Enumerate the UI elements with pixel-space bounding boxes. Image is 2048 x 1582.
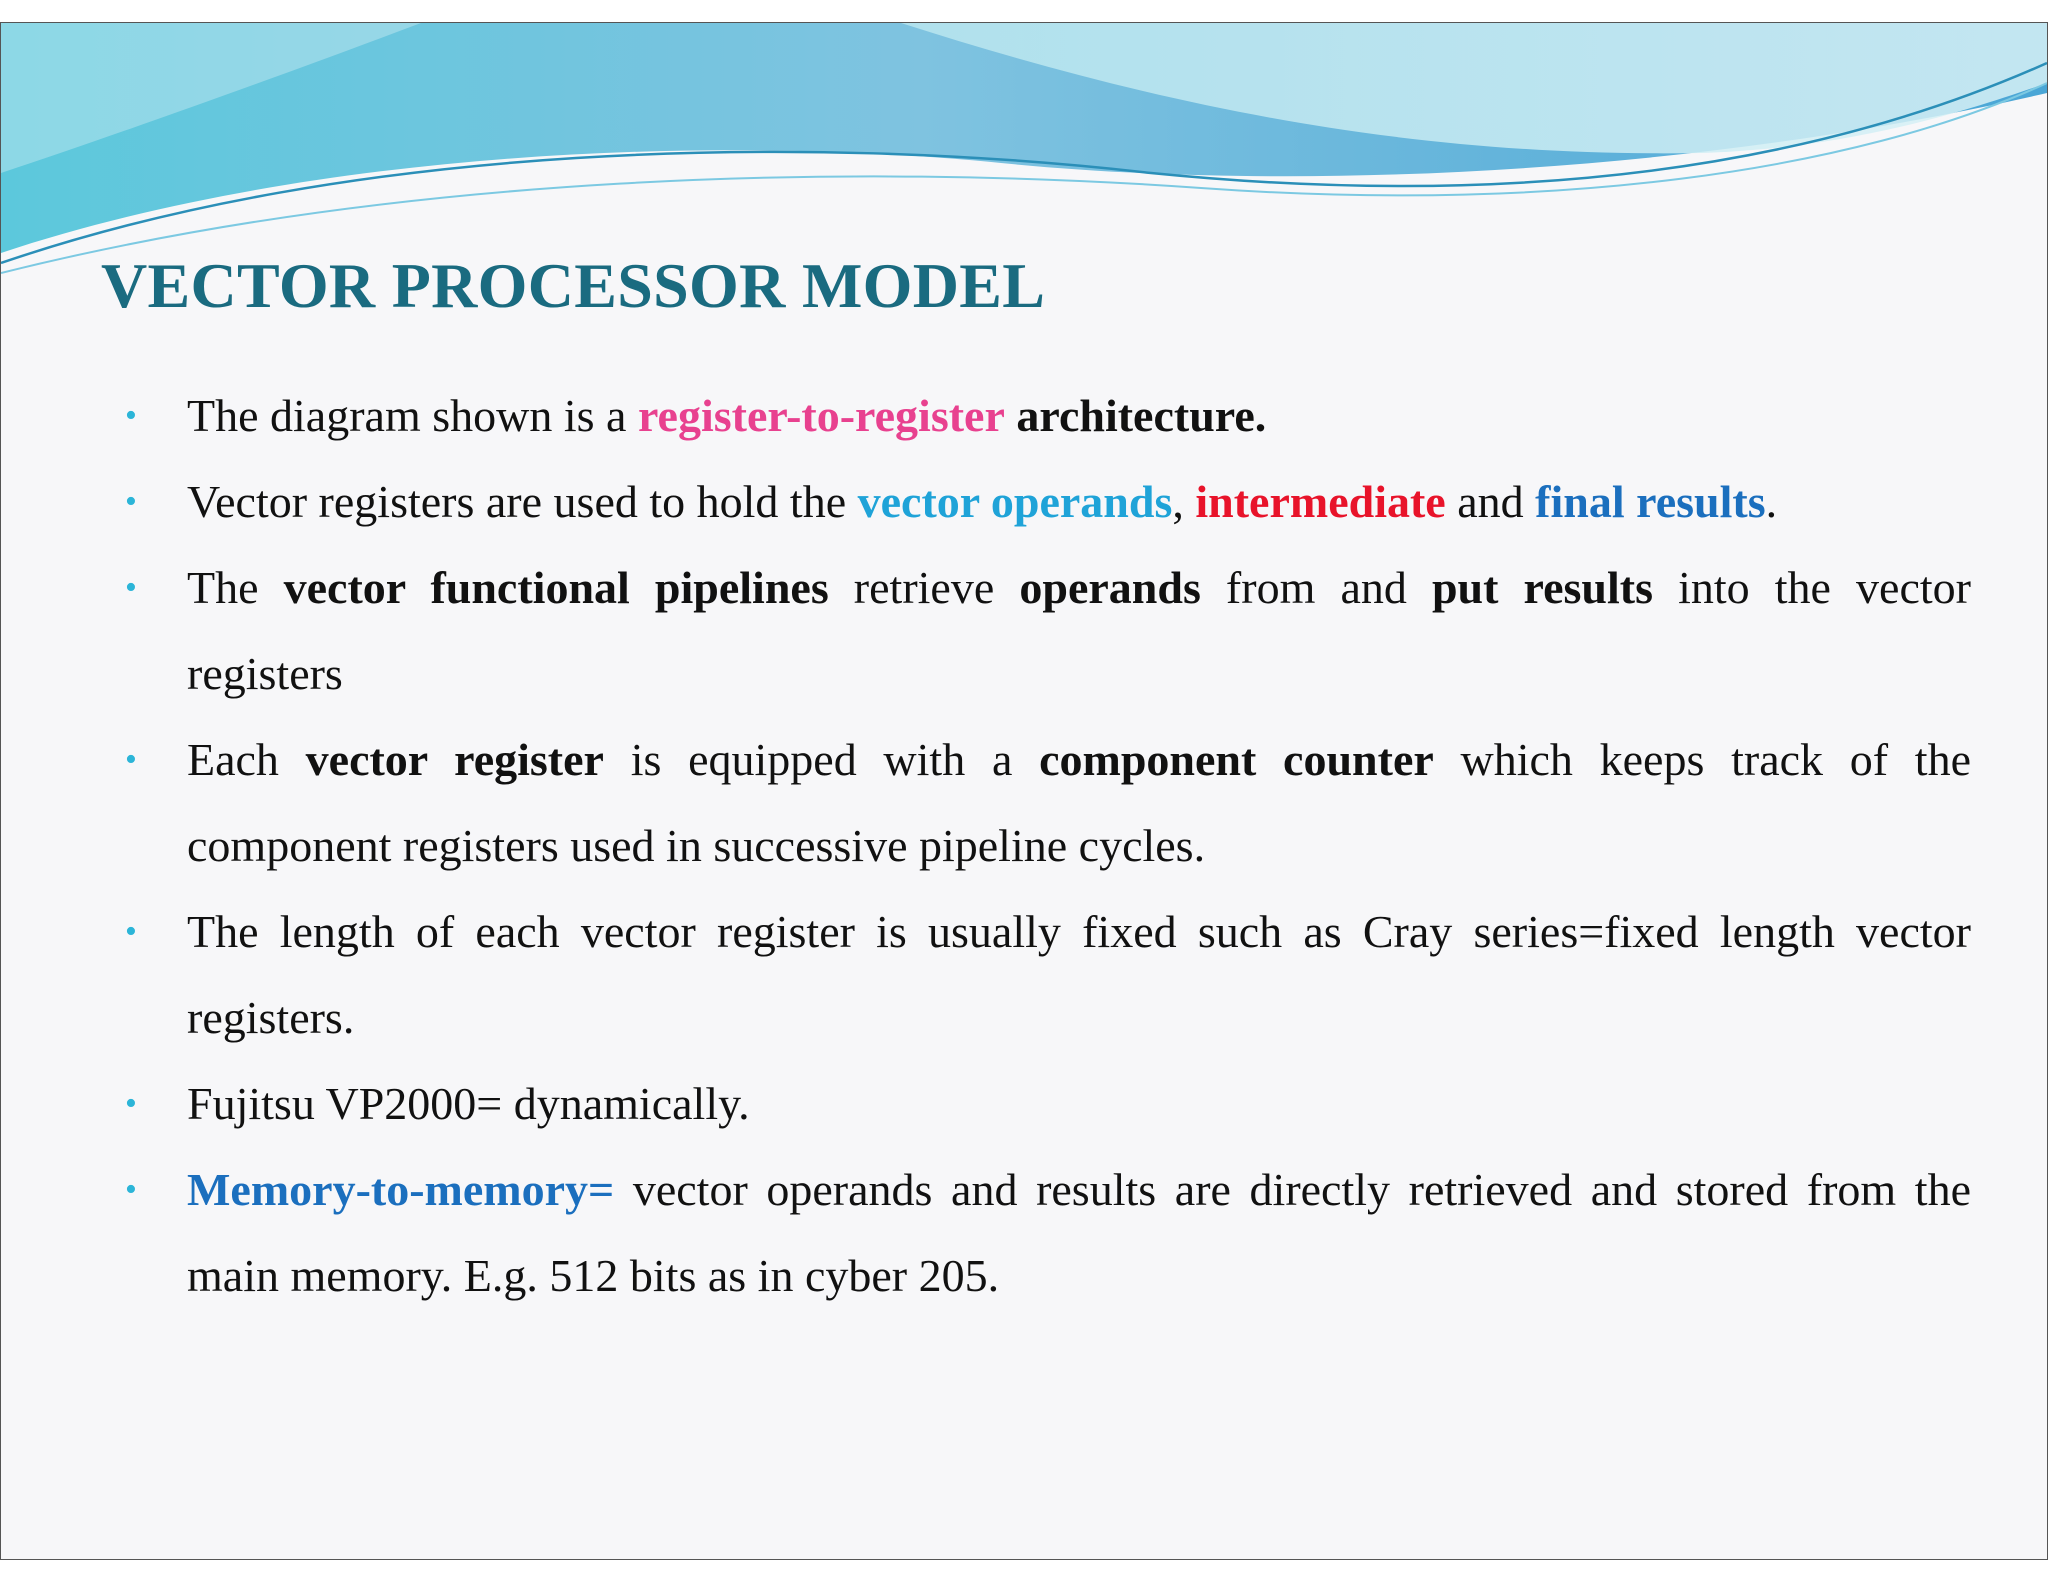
bullet-text-segment: put results: [1431, 562, 1654, 613]
bullet-text-segment: retrieve: [828, 562, 1020, 613]
bullet-dot-icon: •: [125, 1171, 137, 1208]
bullet-text-segment: final results: [1535, 476, 1766, 527]
bullet-text-segment: from and: [1200, 562, 1432, 613]
bullet-dot-icon: •: [125, 569, 137, 606]
bullet-text-segment: [1005, 390, 1017, 441]
wave-banner-decoration: [1, 23, 2047, 283]
bullet-text-segment: .: [1765, 476, 1778, 527]
bullet-text-segment: architecture.: [1016, 390, 1267, 441]
bullet-text-segment: ,: [1172, 476, 1196, 527]
slide: [0, 22, 2048, 1560]
bullet-text-segment: vector functional pipelines: [283, 562, 829, 613]
bullet-item: [119, 545, 1971, 717]
bullet-text-segment: Vector registers are used to hold the: [187, 476, 858, 527]
bullet-text-segment: intermediate: [1195, 476, 1446, 527]
bullet-text-segment: The diagram shown is a: [187, 390, 638, 441]
slide-title: VECTOR PROCESSOR MODEL: [101, 250, 1046, 321]
bullet-text-segment: is equipped with a: [603, 734, 1040, 785]
bullet-list: [119, 373, 1971, 1319]
bullet-item: [119, 717, 1971, 889]
bullet-text-segment: into the vector registers: [187, 562, 1971, 699]
bullet-item: [119, 1147, 1971, 1319]
bullet-dot-icon: •: [125, 483, 137, 520]
bullet-text-segment: vector operands and results are directly retrieved and stored from the main memory. E.g. 512 bits as in cyber 205.: [187, 1164, 1971, 1301]
bullet-item: [119, 889, 1971, 1061]
bullet-text-segment: vector operands: [857, 476, 1173, 527]
bullet-item: [119, 459, 1971, 545]
bullet-text-segment: operands: [1019, 562, 1201, 613]
bullet-text-segment: vector register: [305, 734, 604, 785]
bullet-item: [119, 1061, 1971, 1147]
bullet-text-segment: register-to-register: [637, 390, 1005, 441]
bullet-text-segment: and: [1445, 476, 1536, 527]
bullet-item: [119, 373, 1971, 459]
bullet-dot-icon: •: [125, 1085, 137, 1122]
bullet-text-segment: The: [187, 562, 284, 613]
bullet-text-segment: Each: [187, 734, 306, 785]
bullet-dot-icon: •: [125, 741, 137, 778]
bullet-text-segment: Memory-to-memory=: [187, 1164, 615, 1215]
bullet-text-segment: Fujitsu VP2000= dynamically.: [187, 1078, 750, 1129]
bullet-dot-icon: •: [125, 397, 137, 434]
bullet-text-segment: The length of each vector register is usually fixed such as Cray series=fixed length vector registers.: [187, 906, 1971, 1043]
bullet-dot-icon: •: [125, 913, 137, 950]
bullet-text-segment: which keeps track of the component registers used in successive pipeline cycles.: [187, 734, 1971, 871]
bullet-text-segment: component counter: [1039, 734, 1434, 785]
